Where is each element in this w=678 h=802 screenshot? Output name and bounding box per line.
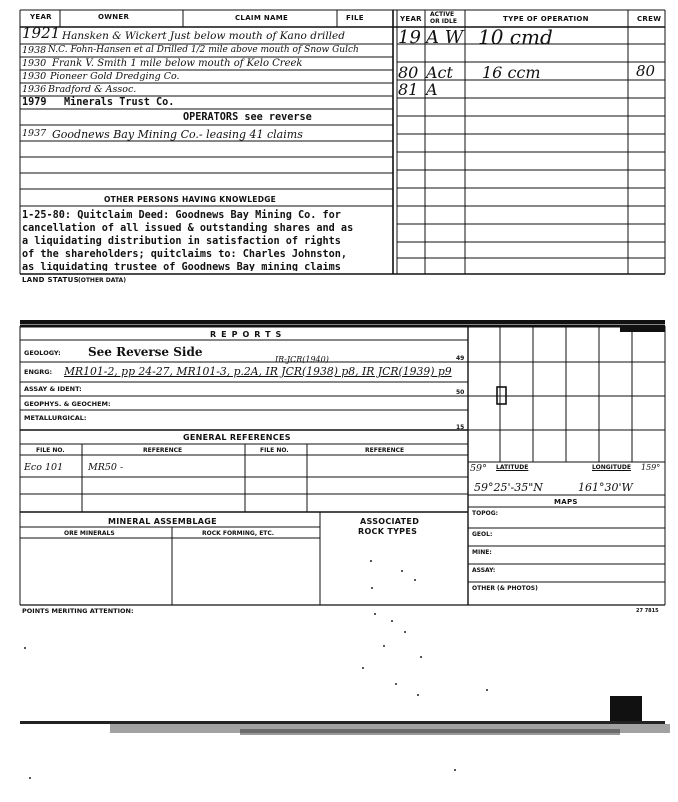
- associated-title: ASSOCIATED: [360, 517, 420, 526]
- col-rock-forming: ROCK FORMING, ETC.: [202, 530, 275, 537]
- maps-topog: TOPOG:: [472, 510, 499, 517]
- ref-file-entry: Eco 101: [24, 462, 64, 473]
- latitude-label: LATITUDE: [496, 464, 529, 471]
- longitude-value: 161°30'W: [578, 481, 633, 494]
- header-year: YEAR: [30, 13, 52, 21]
- other-persons-line: of the shareholders; quitclaims to: Charles Johnston,: [22, 249, 348, 260]
- owner-year: 1930: [22, 58, 47, 69]
- owner-year: 1936: [22, 84, 47, 95]
- maps-mine: MINE:: [472, 549, 492, 556]
- geology-value: See Reverse Side: [88, 345, 203, 359]
- owner-entry: Hansken & Wickert Just below mouth of Kano drilled: [62, 30, 345, 42]
- latitude-value: 59°25'-35"N: [474, 481, 543, 494]
- header-file: FILE: [346, 14, 364, 22]
- longitude-degree: 159°: [641, 463, 661, 472]
- col-file-no-2: FILE NO.: [260, 447, 289, 454]
- owner-year: 1937: [22, 128, 47, 139]
- geology-label: GEOLOGY:: [24, 349, 61, 357]
- general-references-title: GENERAL REFERENCES: [183, 433, 291, 442]
- activity-status: Act: [426, 63, 453, 82]
- other-persons-line: as liquidating trustee of Goodnews Bay mining claims: [22, 262, 341, 271]
- owner-year: 1930: [22, 71, 47, 82]
- owner-entry: Goodnews Bay Mining Co.- leasing 41 claims: [52, 128, 303, 141]
- maps-geol: GEOL:: [472, 531, 493, 538]
- report-number-15: 15: [456, 424, 465, 431]
- header-type-of-operation: TYPE OF OPERATION: [503, 15, 589, 23]
- header-year-2: YEAR: [400, 15, 422, 23]
- activity-status: A W: [426, 27, 464, 48]
- activity-type: 16 ccm: [482, 63, 541, 82]
- points-meriting-attention-label: POINTS MERITING ATTENTION:: [22, 607, 134, 615]
- ref-reference-entry: MR50 -: [88, 462, 124, 473]
- activity-type: 10 cmd: [478, 25, 553, 49]
- header-on-idle: OR IDLE: [430, 18, 457, 25]
- reports-title: REPORTS: [210, 330, 287, 339]
- engrg-label: ENGRG:: [24, 368, 53, 376]
- maps-assay: ASSAY:: [472, 567, 496, 574]
- overtyped-operators-note: OPERATORS see reverse: [183, 112, 312, 123]
- other-persons-line: cancellation of all issued & outstanding shares and as: [22, 223, 354, 234]
- activity-status: A: [426, 80, 438, 99]
- activity-year: 19: [398, 27, 421, 48]
- report-number-50: 50: [456, 389, 465, 396]
- owner-entry: Frank V. Smith 1 mile below mouth of Kelo Creek: [52, 58, 303, 69]
- mineral-assemblage-title: MINERAL ASSEMBLAGE: [108, 517, 217, 526]
- engrg-value: MR101-2, pp 24-27, MR101-3, p.2A, IR JCR(1938) p8, IR JCR(1939) p9: [64, 365, 452, 378]
- geophys-label: GEOPHYS. & GEOCHEM:: [24, 400, 111, 408]
- maps-other: OTHER (& PHOTOS): [472, 585, 538, 592]
- land-status-label: LAND STATUS: [22, 276, 79, 284]
- col-ore-minerals: ORE MINERALS: [64, 530, 115, 537]
- form-code: 27 7815: [636, 608, 659, 614]
- longitude-label: LONGITUDE: [592, 464, 631, 471]
- owner-entry: Bradford & Assoc.: [48, 84, 137, 95]
- assay-label: ASSAY & IDENT:: [24, 385, 82, 393]
- col-reference: REFERENCE: [143, 447, 183, 454]
- activity-year: 80: [398, 63, 419, 82]
- col-reference-2: REFERENCE: [365, 447, 405, 454]
- activity-year: 81: [398, 80, 419, 99]
- col-file-no: FILE NO.: [36, 447, 65, 454]
- owner-year: 1979: [22, 97, 47, 108]
- header-active: ACTIVE: [430, 11, 455, 18]
- latitude-degree: 59°: [470, 463, 487, 474]
- crew-mark: 80: [636, 62, 656, 80]
- report-number-49: 49: [456, 355, 465, 362]
- other-persons-label: OTHER PERSONS HAVING KNOWLEDGE: [104, 195, 277, 204]
- other-persons-line: a liquidating distribution in satisfaction of rights: [22, 236, 341, 247]
- header-crew: CREW: [637, 15, 662, 23]
- rock-types-title: ROCK TYPES: [358, 527, 418, 536]
- header-owner: OWNER: [98, 13, 130, 21]
- owner-year: 1921: [22, 24, 61, 42]
- owner-entry: Minerals Trust Co.: [64, 97, 175, 108]
- owner-entry: N.C. Fohn-Hansen et al Drilled 1/2 mile above mouth of Snow Gulch: [48, 45, 359, 55]
- maps-label: MAPS: [554, 498, 578, 506]
- other-persons-line: 1-25-80: Quitclaim Deed: Goodnews Bay Mining Co. for: [22, 210, 341, 221]
- owner-entry: Pioneer Gold Dredging Co.: [50, 71, 180, 82]
- engrg-superscript: IR-JCR(1940): [275, 355, 329, 364]
- header-claim-name: CLAIM NAME: [235, 14, 289, 22]
- metallurgical-label: METALLURGICAL:: [24, 414, 87, 422]
- owner-year: 1938: [22, 45, 47, 56]
- land-status-sub: (OTHER DATA): [78, 277, 126, 284]
